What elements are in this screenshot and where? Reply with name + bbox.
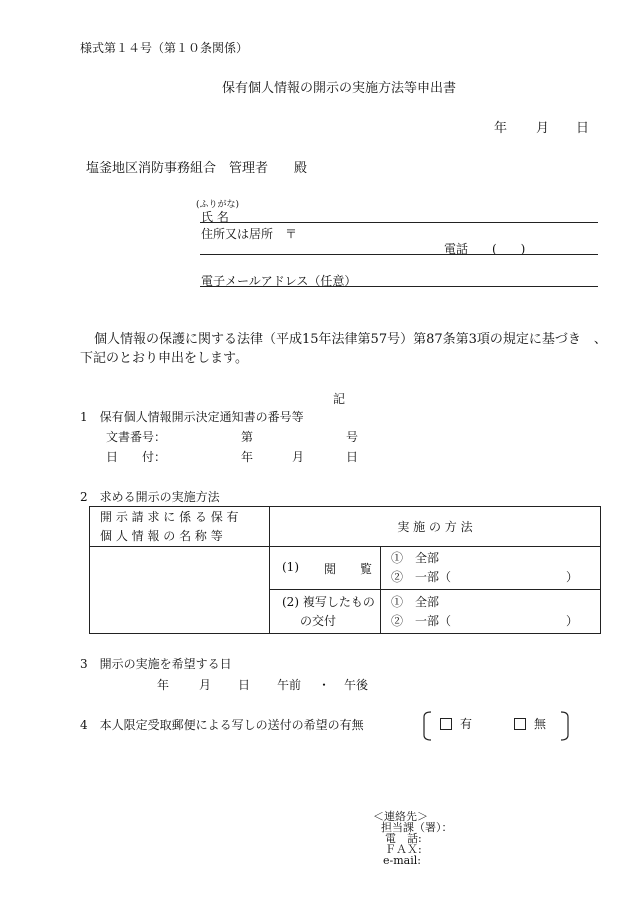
- contact-title: ＜連絡先＞: [373, 810, 428, 823]
- address-field-line[interactable]: [200, 254, 598, 255]
- date-month[interactable]: 月: [536, 121, 550, 136]
- contact-block: [373, 811, 453, 866]
- email-label: 電子メールアドレス（任意）: [201, 274, 357, 288]
- email-field-line[interactable]: [200, 286, 598, 287]
- name-field-line[interactable]: [200, 222, 598, 223]
- checkbox-yes-icon[interactable]: [440, 718, 452, 730]
- desired-am[interactable]: 午前: [277, 678, 302, 692]
- viewing-all-option[interactable]: ① 全部: [391, 551, 440, 565]
- notice-date-month: 月: [292, 450, 305, 464]
- addressee: 塩釜地区消防事務組合 管理者 殿: [86, 161, 308, 176]
- address-label: 住所又は居所 〒: [201, 227, 298, 241]
- copy-partial-option[interactable]: ② 一部（: [391, 613, 452, 628]
- viewing-partial-option[interactable]: ② 一部（: [391, 570, 452, 584]
- section4-heading: 4 本人限定受取郵便による写しの送付の希望の有無: [80, 718, 364, 732]
- right-brace-icon: [558, 711, 572, 741]
- header-method: 実 施 の 方 法: [270, 507, 601, 547]
- method-viewing-options: ① 全部 ② 一部（ ）: [381, 547, 601, 590]
- form-number: 様式第１４号（第１０条関係）: [80, 41, 249, 55]
- ki-heading: 記: [333, 392, 346, 406]
- checkbox-no-icon[interactable]: [514, 718, 526, 730]
- section2-heading: 2 求める開示の実施方法: [80, 490, 220, 504]
- left-brace-icon: [420, 711, 434, 741]
- page-title: 保有個人情報の開示の実施方法等申出書: [222, 81, 457, 96]
- desired-pm[interactable]: 午後: [344, 678, 369, 692]
- header-info-name: 開 示 請 求 に 係 る 保 有 個 人 情 報 の 名 称 等: [90, 507, 270, 547]
- notice-date-label: 日 付：: [106, 450, 167, 464]
- contact-tel: 電 話:: [385, 832, 422, 845]
- doc-number-go: 号: [346, 430, 359, 444]
- notice-date-day: 日: [346, 450, 359, 464]
- name-label: 氏 名: [201, 210, 229, 224]
- method-copy-options: ① 全部 ② 一部（ ）: [381, 590, 601, 634]
- intro-line-1: 個人情報の保護に関する法律（平成15年法律第57号）第87条第3項の規定に基づき 、: [94, 332, 607, 347]
- method-viewing-cell: (1) 閲 覧: [270, 547, 381, 590]
- contact-fax: ＦＡＸ:: [385, 843, 422, 856]
- doc-number-dai: 第: [241, 430, 254, 444]
- implementation-method-table: [89, 506, 601, 634]
- delivery-no-option[interactable]: 無: [514, 715, 546, 732]
- info-name-cell[interactable]: [90, 547, 270, 634]
- notice-date-year: 年: [241, 450, 254, 464]
- delivery-yes-option[interactable]: 有: [440, 715, 472, 732]
- date-year[interactable]: 年: [494, 121, 508, 136]
- desired-year[interactable]: 年: [157, 678, 170, 692]
- copy-all-option[interactable]: ① 全部: [391, 594, 440, 609]
- date-day[interactable]: 日: [576, 121, 590, 136]
- furigana-label: (ふりがな): [196, 200, 240, 210]
- contact-dept: 担当課（署）：: [381, 821, 453, 834]
- desired-dot: ・: [318, 678, 331, 692]
- doc-number-label: 文書番号：: [106, 430, 167, 444]
- intro-line-2: 下記のとおり申出をします。: [80, 351, 248, 366]
- desired-day[interactable]: 日: [238, 678, 251, 692]
- method-copy-cell: (2) 複写したもの の交付: [270, 590, 381, 634]
- phone-label: 電話 ( ): [444, 242, 526, 256]
- section1-heading: 1 保有個人情報開示決定通知書の番号等: [80, 410, 304, 424]
- contact-email: e-mail:: [383, 854, 421, 867]
- desired-month[interactable]: 月: [199, 678, 212, 692]
- section3-heading: 3 開示の実施を希望する日: [80, 657, 232, 671]
